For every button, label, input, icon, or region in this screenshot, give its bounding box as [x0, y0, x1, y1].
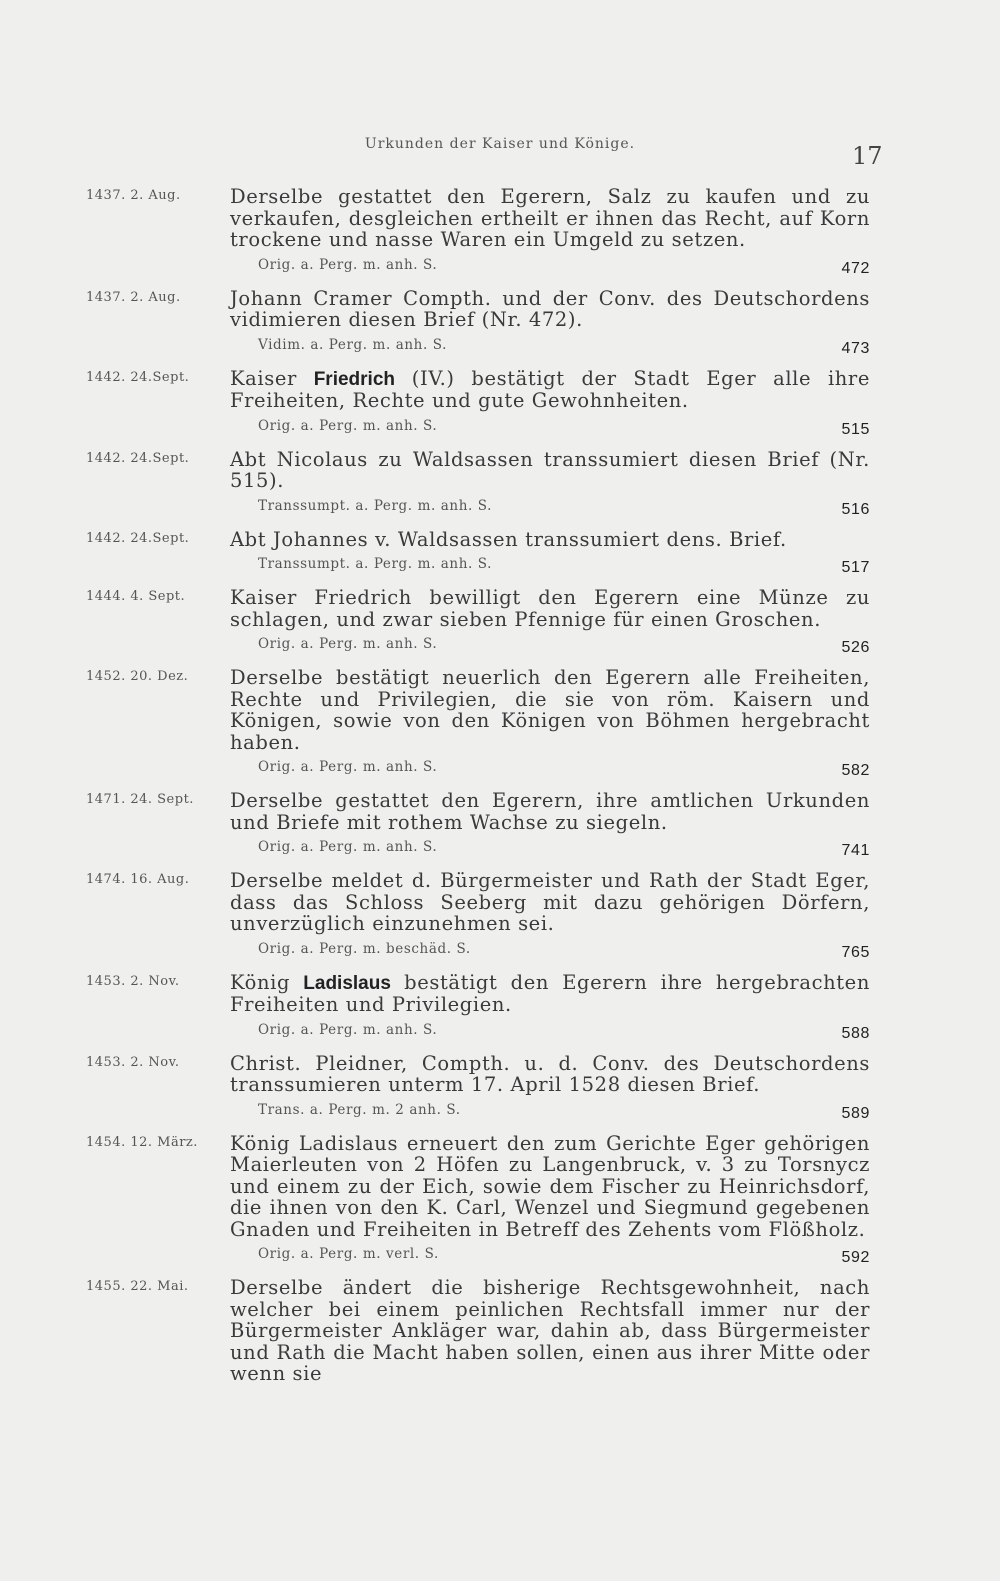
entry-date: 1474. 16. Aug.: [86, 872, 190, 887]
source-line: [258, 756, 870, 782]
entry-date: 1455. 22. Mai.: [86, 1279, 189, 1294]
entry-text: Abt Nicolaus zu Waldsassen transsumiert diesen Brief (Nr. 515).: [230, 447, 870, 492]
document-number: 473: [841, 339, 870, 357]
entry-date: 1442. 24.Sept.: [86, 530, 190, 546]
source-line: [258, 254, 870, 280]
document-number: 592: [841, 1249, 870, 1266]
entry-516: [86, 449, 886, 521]
entry-list: [86, 186, 886, 1393]
entry-text: Derselbe gestattet den Egerern, Salz zu kaufen und zu verkaufen, desgleichen ertheilt er ihnen das Recht, auf Korn trockene und nasse Waren ein Umgeld zu setzen.: [230, 185, 870, 251]
source-line: [258, 836, 870, 862]
source-line: [258, 334, 870, 360]
entry-text-start: König: [230, 970, 304, 994]
document-number: 588: [841, 1024, 870, 1042]
document-number: 515: [841, 420, 870, 438]
source-note: Transsumpt. a. Perg. m. anh. S.: [258, 497, 493, 514]
entry-date: 1437. 2. Aug.: [86, 289, 181, 305]
entry-472: [86, 186, 886, 280]
entry-date: 1453. 2. Nov.: [86, 973, 180, 989]
document-number: 589: [841, 1104, 870, 1122]
document-number: 472: [841, 259, 870, 277]
entry-473: [86, 288, 886, 360]
entry-text: Derselbe gestattet den Egerern, ihre amtlichen Urkunden und Briefe mit rothem Wachse zu siegeln.: [230, 789, 870, 834]
page-number: 17: [852, 142, 883, 170]
document-number: 516: [841, 500, 870, 518]
entry-date: 1452. 20. Dez.: [86, 669, 189, 684]
entry-515: [86, 368, 886, 441]
entry-text: Johann Cramer Compth. und der Conv. des Deutschordens vidimieren diesen Brief (Nr. 472).: [230, 286, 870, 331]
document-number: 582: [841, 762, 870, 779]
document-number: 741: [841, 842, 870, 859]
entry-text: [230, 368, 870, 412]
entry-765: [86, 870, 886, 964]
source-note: Orig. a. Perg. m. verl. S.: [258, 1246, 439, 1262]
entry-text: Christ. Pleidner, Compth. u. d. Conv. des Deutschordens transsumieren unterm 17. April 1528 diesen Brief.: [230, 1051, 870, 1096]
source-line: [258, 553, 870, 579]
entry-date: 1437. 2. Aug.: [86, 188, 181, 203]
source-line: [258, 938, 870, 964]
entry-1455: [86, 1277, 886, 1385]
entry-text-start: Kaiser: [230, 366, 314, 390]
entry-588: [86, 972, 886, 1045]
source-note: Orig. a. Perg. m. anh. S.: [258, 839, 438, 855]
entry-text-rest: bestätigt den Egerern ihre hergebrachten Freiheiten und Privilegien.: [230, 970, 870, 1016]
entry-date: 1442. 24.Sept.: [86, 369, 190, 385]
entry-text: [230, 972, 870, 1016]
entry-date: 1444. 4. Sept.: [86, 589, 186, 604]
source-note: Trans. a. Perg. m. 2 anh. S.: [258, 1101, 461, 1118]
entry-582: [86, 667, 886, 782]
source-note: Orig. a. Perg. m. beschäd. S.: [258, 940, 471, 957]
document-number: 526: [841, 639, 870, 656]
source-note: Orig. a. Perg. m. anh. S.: [258, 1021, 438, 1038]
entry-517: [86, 529, 886, 580]
source-line: [258, 633, 870, 659]
entry-589: [86, 1053, 886, 1125]
source-line: [258, 1243, 870, 1269]
entry-text: König Ladislaus erneuert den zum Gerichte Eger gehörigen Maierleuten von 2 Höfen zu Langenbruck, v. 3 zu Torsnycz und einem zu der Eich, sowie dem Fischer zu Heinrichsdorf, die ihnen von den K. Carl, Wenzel und Siegmund gegebenen Gnaden und Freiheiten in Betreff des Zehents vom Flößholz.: [230, 1131, 870, 1241]
source-note: Orig. a. Perg. m. anh. S.: [258, 759, 438, 775]
entry-592: [86, 1133, 886, 1270]
source-line: [258, 415, 870, 441]
ruler-name: Ladislaus: [303, 972, 391, 994]
ruler-name: Friedrich: [313, 368, 396, 390]
document-number: 517: [841, 559, 870, 576]
entry-text-rest: (IV.) bestätigt der Stadt Eger alle ihre Freiheiten, Rechte und gute Gewohnheiten.: [230, 366, 870, 412]
entry-text: Derselbe bestätigt neuerlich den Egerern alle Freiheiten, Rechte und Privilegien, die sie von röm. Kaisern und Königen, sowie von den Königen von Böhmen hergebracht haben.: [230, 666, 870, 754]
entry-text: Derselbe meldet d. Bürgermeister und Rath der Stadt Eger, dass das Schloss Seeberg mit dazu gehörigen Dörfern, unverzüglich einzunehmen sei.: [230, 869, 870, 935]
source-line: [258, 1099, 870, 1125]
running-title: Urkunden der Kaiser und Könige.: [364, 136, 636, 152]
entry-date: 1453. 2. Nov.: [86, 1054, 180, 1070]
entry-741: [86, 790, 886, 862]
source-line: [258, 1019, 870, 1045]
entry-date: 1471. 24. Sept.: [86, 792, 194, 807]
entry-date: 1442. 24.Sept.: [86, 450, 190, 466]
entry-date: 1454. 12. März.: [86, 1134, 198, 1150]
entry-text: Abt Johannes v. Waldsassen transsumiert dens. Brief.: [230, 527, 787, 551]
entry-text: Kaiser Friedrich bewilligt den Egerern eine Münze zu schlagen, und zwar sieben Pfennige für einen Groschen.: [230, 586, 870, 631]
entry-text: Derselbe ändert die bisherige Rechtsgewohnheit, nach welcher bei einem peinlichen Rechtsfall immer nur der Bürgermeister Ankläger war, dahin ab, dass Bürgermeister und Rath die Macht haben sollen, einen aus ihrer Mitte oder wenn sie: [230, 1276, 870, 1385]
source-note: Orig. a. Perg. m. anh. S.: [258, 256, 438, 273]
source-note: Orig. a. Perg. m. anh. S.: [258, 417, 438, 434]
source-note: Orig. a. Perg. m. anh. S.: [258, 636, 438, 652]
source-line: [258, 495, 870, 521]
source-note: Vidim. a. Perg. m. anh. S.: [258, 336, 448, 353]
document-number: 765: [841, 943, 870, 961]
entry-526: [86, 587, 886, 659]
source-note: Transsumpt. a. Perg. m. anh. S.: [258, 556, 493, 572]
